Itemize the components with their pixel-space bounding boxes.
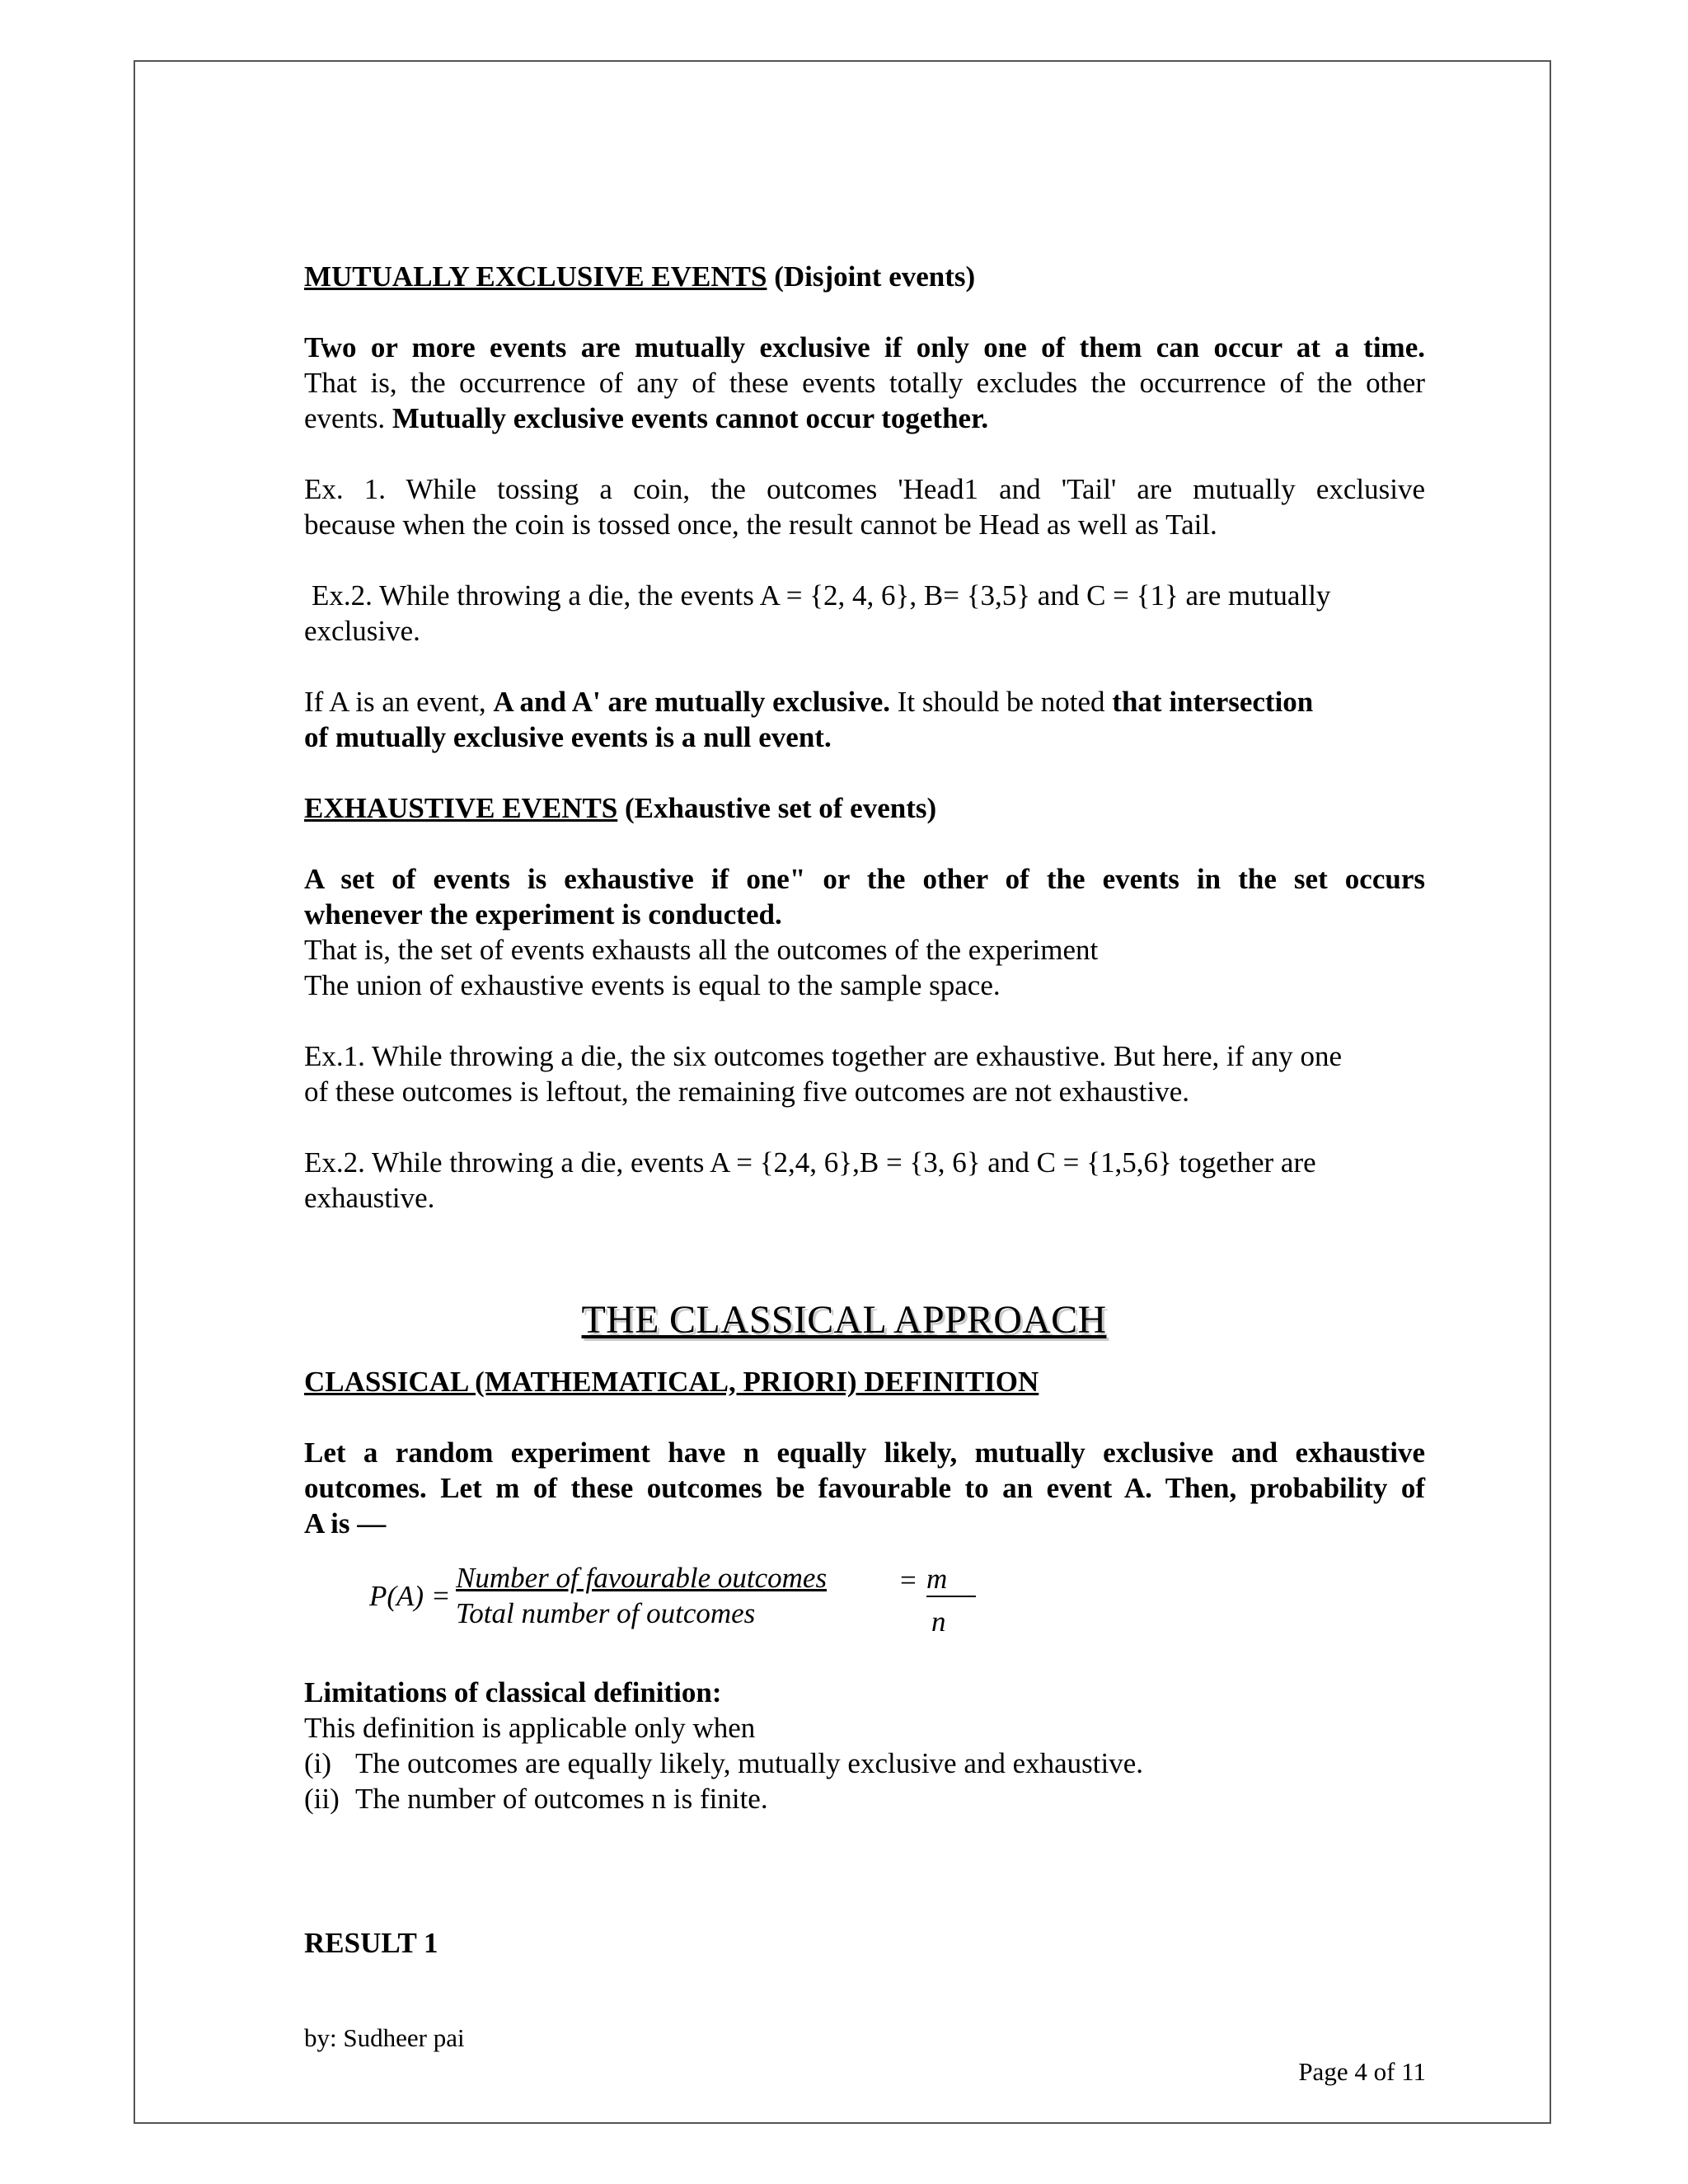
mutually-exclusive-definition: Two or more events are mutually exclusive if only one of them can occur at a time. That is, the occurrence of any of these events totally excludes the occurrence of the other events. Mutually exclusive events cannot occur together. (304, 331, 1425, 434)
classical-definition-heading: CLASSICAL (MATHEMATICAL, PRIORI) DEFINITION (304, 1366, 1039, 1398)
limitations-block: Limitations of classical definition: This definition is applicable only when (i) The outcomes are equally likely, mutually exclusive and exhaustive. (ii) The number of outcomes n is finite. (304, 1675, 1425, 1816)
limitation-item: (i) The outcomes are equally likely, mutually exclusive and exhaustive. (304, 1747, 1144, 1779)
formula-denominator: Total number of outcomes (456, 1597, 756, 1629)
formula-n: n (931, 1605, 946, 1638)
formula-numerator: Number of favourable outcomes (456, 1562, 828, 1594)
classical-definition-text: Let a random experiment have n equally likely, mutually exclusive and exhaustive outcomes. Let m of these outcomes be favourable to an event A. Then, probability of A is — (304, 1436, 1425, 1540)
mutually-exclusive-example-2: Ex.2. While throwing a die, the events A = {2, 4, 6}, B= {3,5} and C = {1} are mutually (312, 579, 1331, 612)
limitation-item: (ii) The number of outcomes n is finite. (304, 1783, 768, 1815)
mutually-exclusive-example-2-cont: exclusive. (304, 615, 420, 647)
exhaustive-example-1: Ex.1. While throwing a die, the six outcomes together are exhaustive. But here, if any one of these outcomes is leftout, the remaining five outcomes are not exhaustive. (304, 1040, 1342, 1108)
section-heading-mutually-exclusive: MUTUALLY EXCLUSIVE EVENTS (Disjoint events) (304, 260, 976, 293)
formula-equals: = (900, 1564, 917, 1596)
mutually-exclusive-note: If A is an event, A and A' are mutually exclusive. It should be noted that intersection of mutually exclusive events is a null event. (304, 686, 1314, 753)
footer-author: by: Sudheer pai (304, 2023, 465, 2052)
formula-lhs: P(A) = (369, 1580, 451, 1612)
mutually-exclusive-example-1: Ex. 1. While tossing a coin, the outcomes 'Head1 and 'Tail' are mutually exclusive because when the coin is tossed once, the result cannot be Head as well as Tail. (304, 473, 1425, 541)
formula-m: m (926, 1563, 976, 1597)
page-number: Page 4 of 11 (1298, 2057, 1426, 2086)
exhaustive-definition: A set of events is exhaustive if one" or the other of the events in the set occurs whenever the experiment is conducted. That is, the set of events exhausts all the outcomes of the experiment The union of exhaustive events is equal to the sample space. (304, 863, 1425, 1001)
result-1-heading: RESULT 1 (304, 1927, 438, 1959)
classical-approach-title: THE CLASSICAL APPROACH (581, 1298, 1107, 1342)
exhaustive-example-2: Ex.2. While throwing a die, events A = {2,4, 6},B = {3, 6} and C = {1,5,6} together are exhaustive. (304, 1146, 1316, 1214)
section-heading-exhaustive: EXHAUSTIVE EVENTS (Exhaustive set of events) (304, 792, 937, 824)
